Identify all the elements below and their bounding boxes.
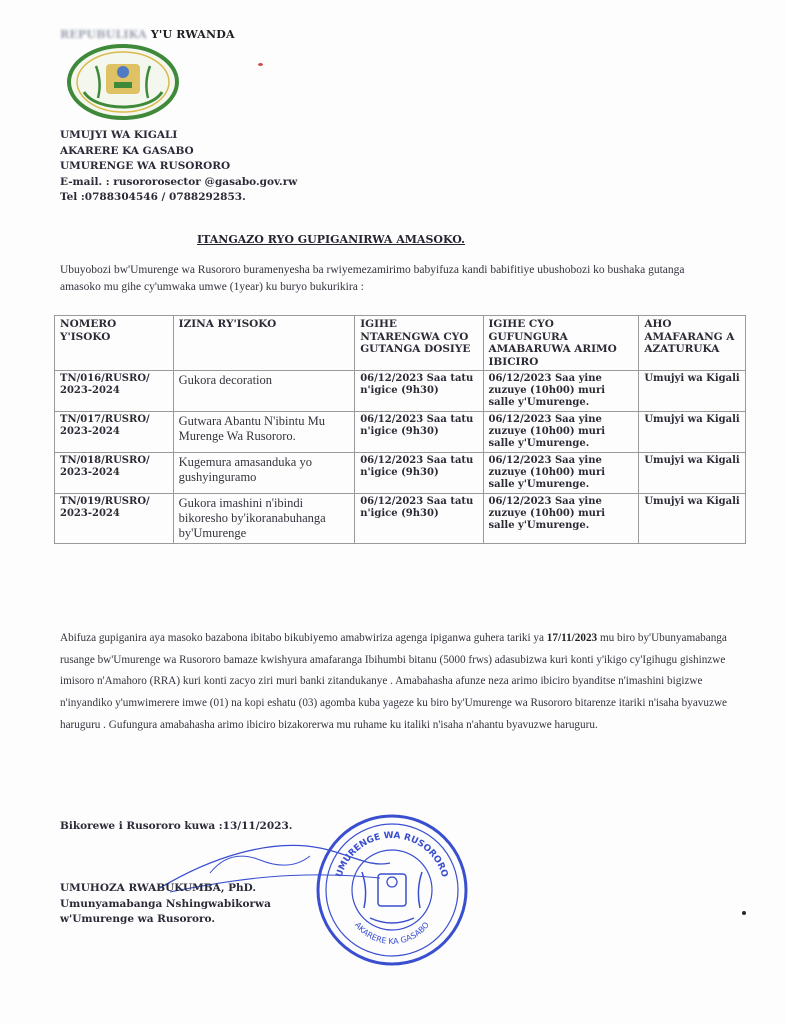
submission-deadline: 06/12/2023 Saa tatu n'igice (9h30): [355, 494, 483, 544]
submission-deadline: 06/12/2023 Saa tatu n'igice (9h30): [355, 453, 483, 494]
address-line-district: AKARERE KA GASABO: [60, 144, 194, 157]
tender-name: Gukora decoration: [173, 371, 355, 412]
ink-speck: [258, 63, 263, 66]
country-header-blurred: REPUBULIKA: [60, 28, 147, 41]
tender-number: TN/016/RUSRO/ 2023-2024: [55, 371, 174, 412]
country-header-text: Y'U RWANDA: [150, 28, 235, 41]
address-line-phone: Tel :0788304546 / 0788292853.: [60, 191, 246, 203]
bid-opening: 06/12/2023 Saa yine zuzuye (10h00) muri salle y'Umurenge.: [483, 412, 639, 453]
tender-number: TN/017/RUSRO/ 2023-2024: [55, 412, 174, 453]
table-row: [55, 412, 746, 453]
table-row: [55, 453, 746, 494]
header-bid-opening: IGIHE CYO GUFUNGURA AMABARUWA ARIMO IBICIRO: [483, 316, 639, 371]
table-row: [55, 494, 746, 544]
funding-source: Umujyi wa Kigali: [639, 412, 746, 453]
header-funding-source: AHO AMAFARANG A AZATURUKA: [639, 316, 746, 371]
tender-number: TN/019/RUSRO/ 2023-2024: [55, 494, 174, 544]
bid-opening: 06/12/2023 Saa yine zuzuye (10h00) muri salle y'Umurenge.: [483, 494, 639, 544]
submission-deadline: 06/12/2023 Saa tatu n'igice (9h30): [355, 412, 483, 453]
coat-of-arms-emblem: [66, 42, 180, 122]
address-line-city: UMUJYI WA KIGALI: [60, 129, 178, 141]
address-line-sector: UMURENGE WA RUSORORO: [60, 160, 231, 172]
announcement-title: ITANGAZO RYO GUPIGANIRWA AMASOKO.: [197, 233, 466, 246]
country-header: [60, 28, 235, 41]
signature-block: [60, 881, 271, 928]
header-tender-name: IZINA RY'ISOKO: [173, 316, 355, 371]
header-submission-deadline: IGIHE NTARENGWA CYO GUTANGA DOSIYE: [355, 316, 483, 371]
address-line-email: E-mail. : rusororosector @gasabo.gov.rw: [60, 175, 298, 188]
svg-text:AKARERE KA GASABO: [353, 920, 431, 946]
ink-speck: [742, 911, 746, 915]
signatory-name: UMUHOZA RWABUKUMBA, PhD.: [60, 882, 257, 894]
tender-name: Kugemura amasanduka yo gushyinguramo: [173, 453, 355, 494]
header-tender-number: NOMERO Y'ISOKO: [55, 316, 174, 371]
funding-source: Umujyi wa Kigali: [639, 494, 746, 544]
tender-name: Gukora imashini n'ibindi bikoresho by'ikoranabuhanga by'Umurenge: [173, 494, 355, 544]
office-address-block: [60, 128, 297, 206]
issue-date-line: Bikorewe i Rusororo kuwa :13/11/2023.: [60, 820, 293, 832]
tender-name: Gutwara Abantu N'ibintu Mu Murenge Wa Rusororo.: [173, 412, 355, 453]
table-header-row: [55, 316, 746, 371]
instructions-part2: mu biro by'Ubunyamabanga rusange bw'Umurenge wa Rusororo bamaze kwishyura amafaranga Ibihumbi bitanu (5000 frws) adasubizwa kuri konti y'ikigo cy'Igihugu gishinzwe imisoro n'Amahoro (RRA) kuri konti zacyo ziri muri banki zitandukanye . Amabahasha afunze neza arimo ibiciro byanditse n'imashini bigizwe n'inyandiko y'umwimerere imwe (01) na kopi eshatu (03) agomba kuba yageze ku biro by'Umurenge wa Rusororo bitarenze itariki n'isaha byavuzwe haruguru . Gufungura amabahasha arimo ibiciro bizakorerwa mu ruhame ku italiki n'isaha n'ahantu byavuzwe haruguru.: [60, 632, 727, 731]
submission-deadline: 06/12/2023 Saa tatu n'igice (9h30): [355, 371, 483, 412]
signatory-role-line1: Umunyamabanga Nshingwabikorwa: [60, 897, 271, 910]
bid-opening: 06/12/2023 Saa yine zuzuye (10h00) muri salle y'Umurenge.: [483, 371, 639, 412]
funding-source: Umujyi wa Kigali: [639, 453, 746, 494]
official-stamp: [312, 810, 472, 970]
instructions-part1: Abifuza gupiganira aya masoko bazabona ibitabo bikubiyemo amabwiriza agenga ipiganwa guhera tariki ya: [60, 632, 547, 644]
signatory-role-line2: w'Umurenge wa Rusororo.: [60, 913, 215, 925]
bid-opening: 06/12/2023 Saa yine zuzuye (10h00) muri salle y'Umurenge.: [483, 453, 639, 494]
stamp-top-text: UMURENGE WA RUSORORO: [334, 830, 450, 879]
intro-paragraph: Ubuyobozi bw'Umurenge wa Rusororo buramenyesha ba rwiyemezamirimo babyifuza kandi babifitiye ubushobozi ko bushaka gutanga amasoko mu gihe cy'umwaka umwe (1year) ku buryo bukurikira :: [60, 264, 685, 293]
tender-number: TN/018/RUSRO/ 2023-2024: [55, 453, 174, 494]
stamp-bottom-text: AKARERE KA GASABO: [353, 920, 431, 947]
funding-source: Umujyi wa Kigali: [639, 371, 746, 412]
table-row: [55, 371, 746, 412]
tenders-table: [54, 315, 746, 544]
instructions-paragraph: [60, 628, 732, 737]
instructions-start-date: 17/11/2023: [546, 632, 598, 644]
